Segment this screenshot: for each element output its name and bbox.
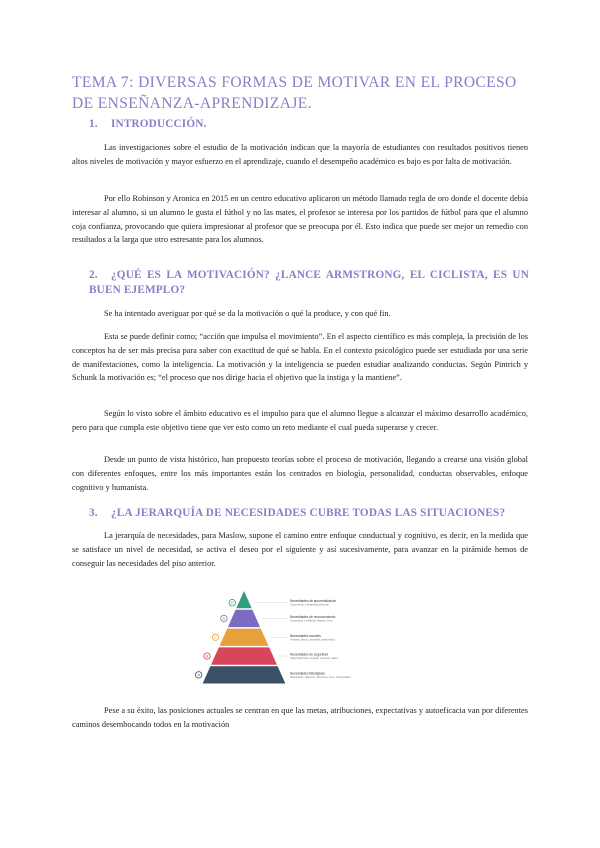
level-description: Amistad, afecto, intimidad, pertenencia — [290, 638, 335, 642]
level-label: Necesidades sociales — [290, 633, 321, 638]
paragraph: Desde un punto de vista histórico, han propuesto teorías sobre el proceso de motivación, llegando a crearse una visión global con diferentes enfoques, entre los más importantes están los centrados en biología, personalidad, conductas observables, enfoque cognitivo y humanista. — [72, 455, 528, 492]
section-number: 2. — [89, 269, 98, 281]
pyramid-level-e — [236, 591, 251, 608]
pyramid-level-b — [211, 647, 277, 664]
level-letter: D — [222, 616, 226, 621]
level-description: Autoestima, confianza, respeto, éxito — [290, 619, 333, 623]
level-letter: A — [197, 673, 200, 678]
level-label: Necesidades de reconocimiento — [290, 614, 336, 619]
section-heading-1 — [89, 117, 207, 132]
page-title: TEMA 7: DIVERSAS FORMAS DE MOTIVAR EN EL PROCESO DE ENSEÑANZA-APRENDIZAJE. — [72, 74, 517, 112]
section-title: INTRODUCCIÓN. — [111, 118, 207, 130]
level-letter: B — [205, 654, 209, 659]
paragraph: Pese a su éxito, las posiciones actuales se centran en que las metas, atribuciones, expectativas y autoeficacia van por diferentes caminos desembocando todos en la motivación — [72, 706, 528, 729]
paragraph: Esta se puede definir como; “acción que impulsa el movimiento”. En el aspecto científico es más compleja, la precisión de los conceptos ha de ser más precisa para saber con exactitud de qué se habla. En el contexto psicológico puede ser estudiada por una serie de manifestaciones, como la inteligencia. La motivación y la inteligencia se pueden estudiar analizando conductas. Según Pintrich y Schunk la motivación es; “el proceso que nos dirige hacia el objetivo que la instiga y la mantiene”. — [72, 332, 528, 383]
paragraph: Se ha intentado averiguar por qué se da la motivación o qué la produce, y con qué fin. — [104, 309, 391, 318]
level-label: Necesidades fisiológicas — [290, 671, 325, 676]
level-label: Necesidades de seguridad — [290, 652, 328, 657]
level-description: Seguridad física, empleo, recursos, salud — [290, 657, 338, 661]
pyramid-level-a — [203, 666, 286, 683]
section-title: ¿QUÉ ES LA MOTIVACIÓN? ¿LANCE ARMSTRONG, EL CICLISTA, ES UN BUEN EJEMPLO? — [89, 269, 529, 296]
level-description: Respiración, alimento, descanso, sexo, homeostasis — [290, 675, 351, 679]
section-title: ¿LA JERARQUÍA DE NECESIDADES CUBRE TODAS LAS SITUACIONES? — [111, 507, 506, 519]
paragraph: Según lo visto sobre el ámbito educativo es el impulso para que el alumno llegue a alcanzar el máximo desarrollo académico, pero para que cumpla este objetivo tiene que ver esto como un reto mediante el cual pueda superarse y crecer. — [72, 409, 528, 432]
section-number: 3. — [89, 507, 98, 519]
paragraph: Por ello Robinson y Aronica en 2015 en un centro educativo aplicaron un método llamado regla de oro donde el docente debía interesar al alumno, si un alumno le gusta el fútbol y no las mates, el profesor se interesa por los partidos de fútbol para que el alumno coja confianza, provocando que quiera impresionar al profesor que se preocupa por él. Esto indica que puede ser mejor un remedio con resultados a la larga que otro estresante para los alumnos. — [72, 194, 528, 245]
paragraph: Las investigaciones sobre el estudio de la motivación indican que la mayoría de estudiantes con resultados positivos tienen altos niveles de motivación y mayor esfuerzo en el aprendizaje, cuando el desempeño académico es bajo es por falta de motivación. — [72, 143, 528, 166]
section-heading-3 — [89, 506, 505, 521]
paragraph: La jerarquía de necesidades, para Maslow, supone el camino entre enfoque conductual y cognitivo, es decir, en la medida que se satisface un nivel de necesidad, se activa el deseo por el siguiente y así sucesivamente, para avanzar en la pirámide hemos de conseguir las necesidades del piso anterior. — [72, 531, 528, 568]
level-description: Crecimiento y desarrollo personal — [290, 603, 329, 607]
maslow-pyramid-figure — [190, 587, 420, 687]
section-number: 1. — [89, 118, 98, 130]
pyramid-level-c — [219, 629, 268, 646]
level-letter: C — [214, 635, 217, 640]
level-letter: E — [231, 600, 234, 605]
section-heading-2 — [89, 268, 529, 298]
level-label: Necesidades de autorrealización — [290, 599, 337, 604]
pyramid-level-d — [228, 610, 260, 627]
